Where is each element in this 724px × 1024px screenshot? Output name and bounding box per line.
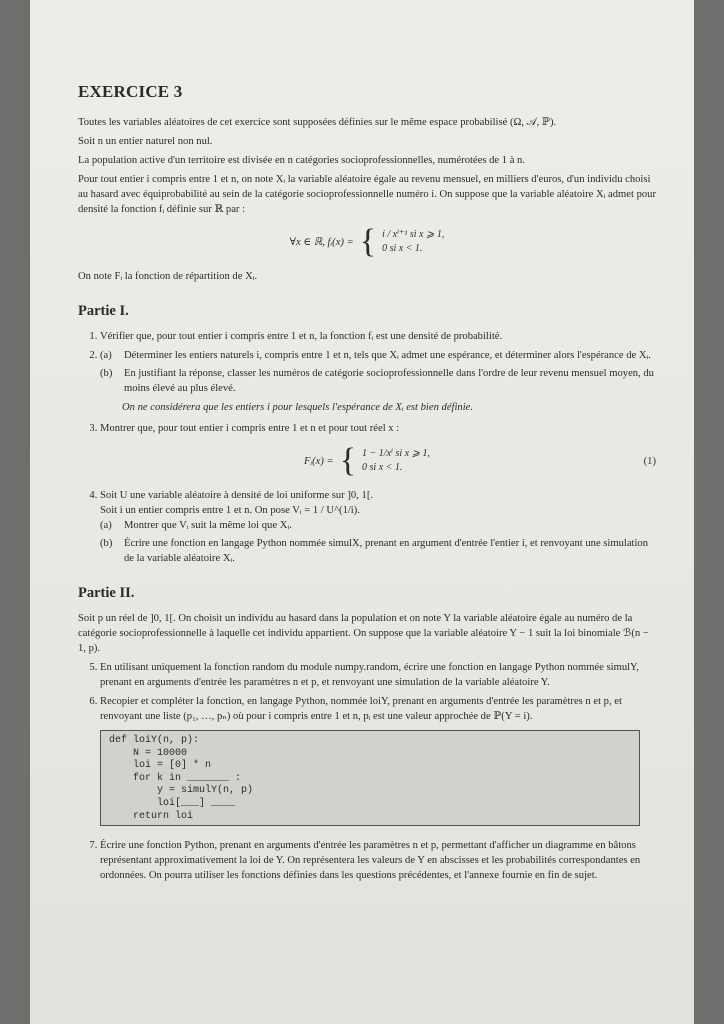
sub-label: (a): [100, 520, 112, 531]
cdf-lhs: Fᵢ(x) =: [304, 455, 334, 467]
question-4: [100, 488, 656, 566]
question-2: [100, 348, 656, 396]
part2-title: Partie II.: [78, 585, 135, 601]
intro-paragraph: La population active d'un territoire est divisée en n catégories socioprofessionnelles, numérotées de 1 à n.: [78, 155, 525, 166]
question-2-note: On ne considérera que les entiers i pour lesquels l'espérance de Xᵢ est bien définie.: [122, 402, 474, 413]
question-2a: Déterminer les entiers naturels i, compris entre 1 et n, tels que Xᵢ admet une espérance, et déterminer alors l'espérance de Xᵢ.: [124, 350, 651, 361]
brace-glyph: {: [359, 223, 377, 260]
part1-questions-cont: [78, 421, 656, 436]
cdf-equation: [78, 442, 656, 479]
question-1: 1. Vérifier que, pour tout entier i compris entre 1 et n, la fonction fᵢ est une densité de probabilité.: [100, 329, 656, 344]
code-block: def loiY(n, p): N = 10000 loi = [0] * n for k in _______ : y = simulY(n, p) loi[___] ____ return loi: [100, 730, 640, 826]
page-content: [78, 84, 656, 887]
exam-page: [30, 0, 694, 1024]
cdf-case: 0 si x < 1.: [362, 462, 403, 473]
question-4-def: Soit i un entier compris entre 1 et n. On pose Vᵢ = 1 / U^(1/i).: [100, 505, 360, 516]
part2-questions-cont: [78, 838, 656, 883]
sub-label: 2. (a): [100, 350, 112, 361]
question-4a: Montrer que Vᵢ suit la même loi que Xᵢ.: [124, 520, 292, 531]
question-6: 6. Recopier et compléter la fonction, en langage Python, nommée loiY, prenant en arguments d'entrée les paramètres n et p, et renvoyant une liste (p₁, …, pₙ) où pour i compris entre 1 et n, pᵢ est une valeur approchée de ℙ(Y = i).: [100, 694, 656, 724]
cdf-note: On note Fᵢ la fonction de répartition de Xᵢ.: [78, 271, 258, 282]
cdf-case: 1 − 1/xⁱ si x ⩾ 1,: [362, 448, 430, 459]
question-4-stem: 4. Soit U une variable aléatoire à densité de loi uniforme sur ]0, 1[.: [100, 490, 373, 501]
density-case: i / xⁱ⁺¹ si x ⩾ 1,: [382, 229, 445, 240]
question-7: 7. Écrire une fonction Python, prenant en arguments d'entrée les paramètres n et p, permettant d'afficher un diagramme en bâtons représentant approximativement la loi de Y. On représentera les valeurs de Y en abscisses et les probabilités correspondantes en ordonnées. On pourra utiliser les fonctions définies dans les questions précédentes, et l'annexe fournie en fin de sujet.: [100, 838, 656, 883]
part1-questions-cont: [78, 488, 656, 566]
question-5: 5. En utilisant uniquement la fonction random du module numpy.random, écrire une fonction en langage Python nommée simulY, prenant en arguments d'entrée les paramètres n et p, et renvoyant une simulation de la variable aléatoire Y.: [100, 660, 656, 690]
exercise-title: EXERCICE 3: [78, 82, 183, 101]
brace-glyph: {: [339, 442, 357, 479]
intro-paragraph: Pour tout entier i compris entre 1 et n, on note Xᵢ la variable aléatoire égale au revenu mensuel, en milliers d'euros, d'un individu choisi au hasard avec équiprobabilité au sein de la catégorie socioprofessionnelle numéro i. On suppose que la variable aléatoire Xᵢ admet pour densité la fonction fᵢ définie sur ℝ par :: [78, 174, 656, 215]
density-case: 0 si x < 1.: [382, 243, 423, 254]
part2-intro: Soit p un réel de ]0, 1[. On choisit un individu au hasard dans la population et on note Y la variable aléatoire égale au numéro de la catégorie socioprofessionnelle à laquelle cet individu appartient. On suppose que la variable aléatoire Y − 1 suit la loi binomiale ℬ(n − 1, p).: [78, 613, 649, 654]
question-4b: Écrire une fonction en langage Python nommée simulX, prenant en argument d'entrée l'entier i, et renvoyant une simulation de la variable aléatoire Xᵢ.: [124, 538, 649, 564]
density-equation: [78, 223, 656, 260]
equation-number: (1): [643, 456, 656, 467]
sub-label: (b): [100, 368, 113, 379]
question-3: 3. Montrer que, pour tout entier i compris entre 1 et n et pour tout réel x :: [100, 421, 656, 436]
sub-label: (b): [100, 538, 113, 549]
density-lhs: ∀x ∈ ℝ, fᵢ(x) =: [289, 236, 354, 248]
part1-questions: [78, 329, 656, 396]
intro-paragraph: Soit n un entier naturel non nul.: [78, 136, 213, 147]
part2-questions: [78, 660, 656, 724]
intro-paragraph: Toutes les variables aléatoires de cet exercice sont supposées définies sur le même espace probabilisé (Ω, 𝒜, ℙ).: [78, 117, 557, 128]
part1-title: Partie I.: [78, 303, 129, 319]
question-2b: En justifiant la réponse, classer les numéros de catégorie socioprofessionnelle dans l'ordre de leur revenu mensuel moyen, du moins élevé au plus élevé.: [124, 368, 654, 394]
